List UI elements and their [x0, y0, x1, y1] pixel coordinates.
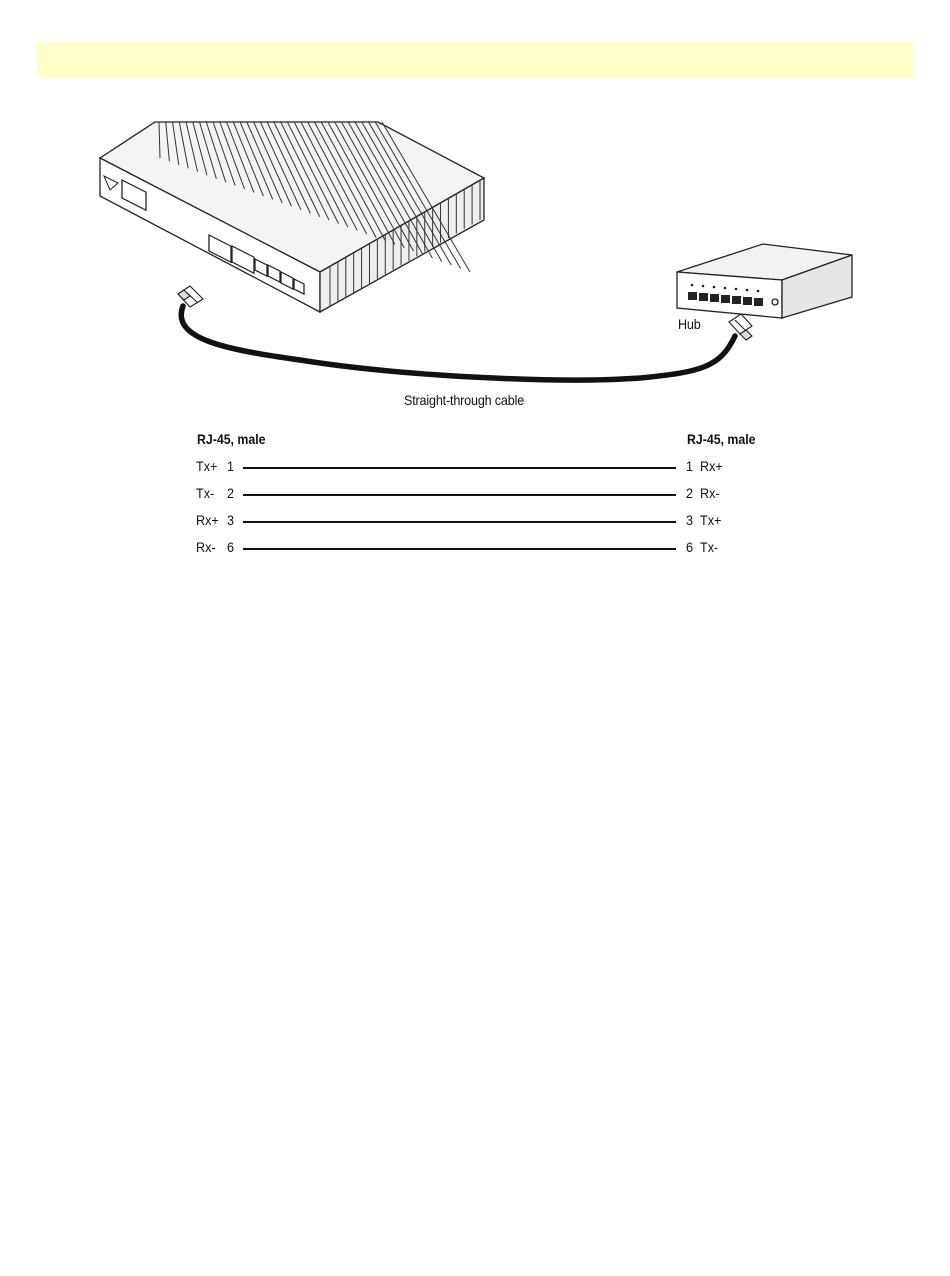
left-signal: Rx- [196, 539, 216, 555]
left-signal: Rx+ [196, 512, 219, 528]
pinout-row [0, 458, 950, 478]
wire-line [243, 548, 676, 550]
right-pin: 1 [686, 458, 694, 474]
pinout-row [0, 539, 950, 559]
cable-icon [181, 306, 735, 380]
left-pin: 3 [227, 512, 235, 528]
left-signal: Tx- [196, 485, 215, 501]
right-pin: 3 [686, 512, 694, 528]
pinout-row [0, 512, 950, 532]
wire-line [243, 521, 676, 523]
right-signal: Tx- [700, 539, 719, 555]
hub-label: Hub [678, 316, 701, 332]
hub-device-icon [677, 244, 852, 318]
left-pin: 6 [227, 539, 235, 555]
left-connector-header: RJ-45, male [197, 431, 266, 447]
right-pin: 2 [686, 485, 694, 501]
right-signal: Rx- [700, 485, 720, 501]
right-signal: Rx+ [700, 458, 723, 474]
right-connector-header: RJ-45, male [687, 431, 756, 447]
left-signal: Tx+ [196, 458, 218, 474]
cable-label: Straight-through cable [404, 392, 525, 408]
wire-line [243, 494, 676, 496]
left-pin: 2 [227, 485, 235, 501]
left-pin: 1 [227, 458, 235, 474]
right-signal: Tx+ [700, 512, 722, 528]
connection-illustration [0, 0, 950, 420]
wire-line [243, 467, 676, 469]
right-pin: 6 [686, 539, 694, 555]
pinout-row [0, 485, 950, 505]
router-device-icon [100, 122, 484, 312]
